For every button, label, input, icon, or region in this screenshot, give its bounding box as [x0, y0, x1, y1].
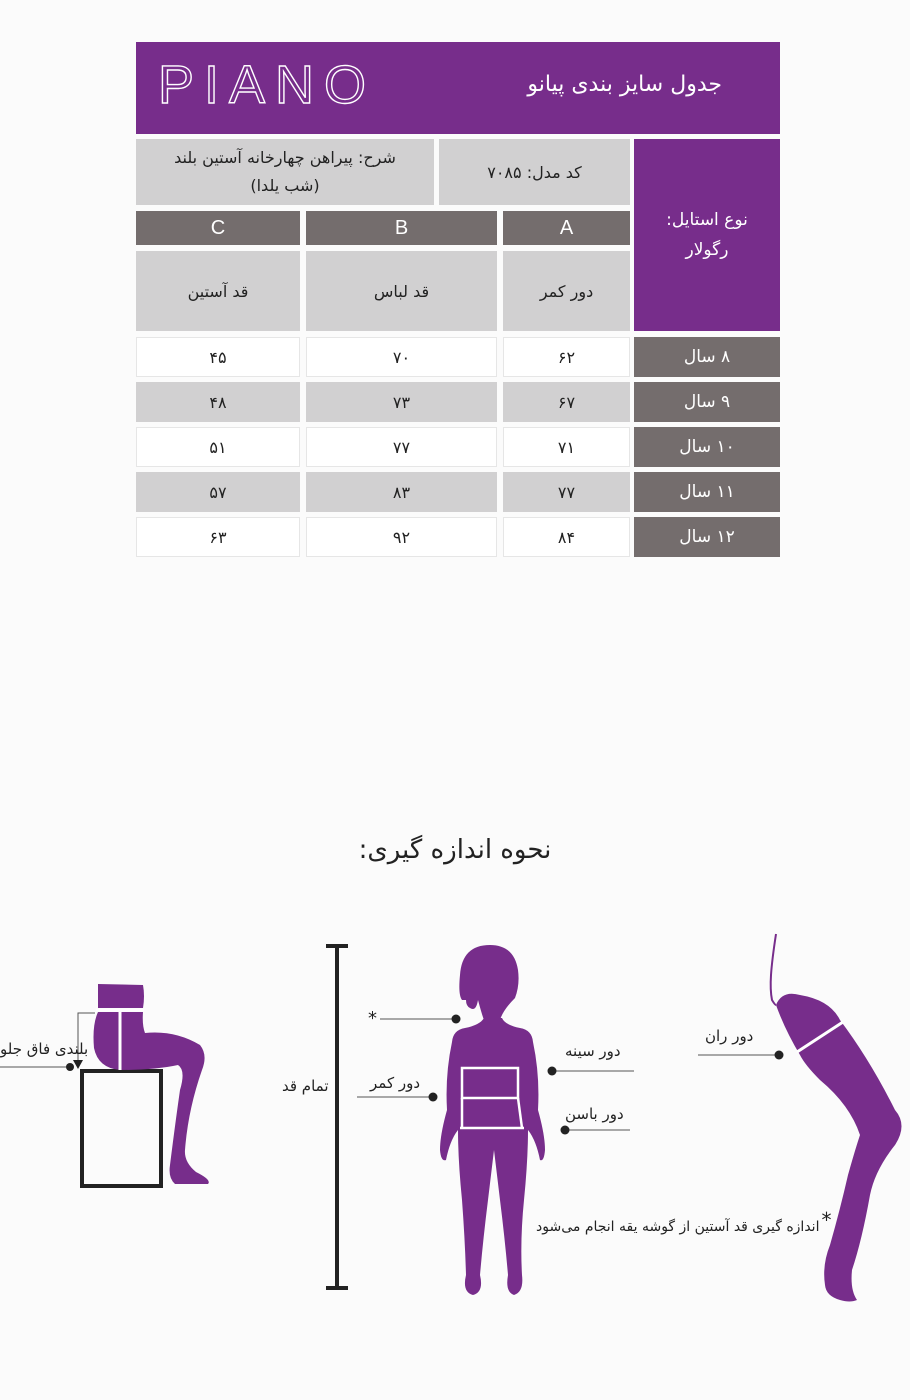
- column-label-sleeve-length: قد آستین: [136, 251, 300, 331]
- table-cell-sleeve-length: ۶۳: [136, 517, 300, 557]
- column-label-waist: دور کمر: [503, 251, 630, 331]
- how-to-measure-title: نحوه اندازه گیری:: [358, 835, 552, 865]
- child-figure-icon: [440, 945, 545, 1295]
- style-type-value: رگولار: [685, 240, 729, 260]
- table-cell-dress-length: ۷۳: [306, 382, 497, 422]
- table-cell-dress-length: ۹۲: [306, 517, 497, 557]
- seated-figure-icon: [0, 984, 209, 1186]
- sleeve-note: [536, 1208, 832, 1235]
- note-asterisk: *: [821, 1208, 832, 1232]
- leg-figure-icon: [771, 934, 902, 1302]
- label-asterisk: *: [368, 1008, 377, 1029]
- size-chart-header: [136, 42, 780, 134]
- brand-logo: PIANO: [158, 55, 377, 115]
- label-front-rise: بلندی فاق جلو: [0, 1040, 89, 1058]
- measurement-illustration: [0, 920, 910, 1320]
- table-cell-sleeve-length: ۴۵: [136, 337, 300, 377]
- table-cell-dress-length: ۸۳: [306, 472, 497, 512]
- column-letter-b: B: [306, 211, 497, 245]
- table-cell-dress-length: ۷۷: [306, 427, 497, 467]
- description-cell: [136, 139, 434, 205]
- table-cell-waist: ۷۷: [503, 472, 630, 512]
- label-hip: دور باسن: [565, 1105, 624, 1123]
- model-code-cell: [439, 139, 630, 205]
- column-label-dress-length: قد لباس: [306, 251, 497, 331]
- size-label: ۸ سال: [634, 337, 780, 377]
- table-cell-waist: ۶۲: [503, 337, 630, 377]
- size-label: ۹ سال: [634, 382, 780, 422]
- page-title: جدول سایز بندی پیانو: [527, 72, 722, 97]
- size-label: ۱۱ سال: [634, 472, 780, 512]
- label-chest: دور سینه: [565, 1042, 621, 1060]
- full-height-bar-icon: [326, 945, 348, 1288]
- column-letter-c: C: [136, 211, 300, 245]
- size-label: ۱۰ سال: [634, 427, 780, 467]
- style-type-label: نوع استایل:: [666, 210, 748, 230]
- size-label: ۱۲ سال: [634, 517, 780, 557]
- table-cell-sleeve-length: ۵۷: [136, 472, 300, 512]
- note-text: اندازه گیری قد آستین از گوشه یقه انجام می‌شود: [536, 1219, 820, 1235]
- style-type-cell: [634, 139, 780, 331]
- description-line-1: شرح: پیراهن چهارخانه آستین بلند: [174, 148, 396, 167]
- label-thigh: دور ران: [705, 1027, 754, 1045]
- table-cell-sleeve-length: ۵۱: [136, 427, 300, 467]
- table-cell-waist: ۸۴: [503, 517, 630, 557]
- table-cell-waist: ۶۷: [503, 382, 630, 422]
- table-cell-waist: ۷۱: [503, 427, 630, 467]
- table-cell-sleeve-length: ۴۸: [136, 382, 300, 422]
- label-waist: دور کمر: [370, 1074, 421, 1092]
- label-full-height: تمام قد: [282, 1077, 329, 1095]
- column-letter-a: A: [503, 211, 630, 245]
- model-code: کد مدل: ۷۰۸۵: [487, 162, 582, 182]
- description-line-2: (شب یلدا): [250, 176, 320, 195]
- table-cell-dress-length: ۷۰: [306, 337, 497, 377]
